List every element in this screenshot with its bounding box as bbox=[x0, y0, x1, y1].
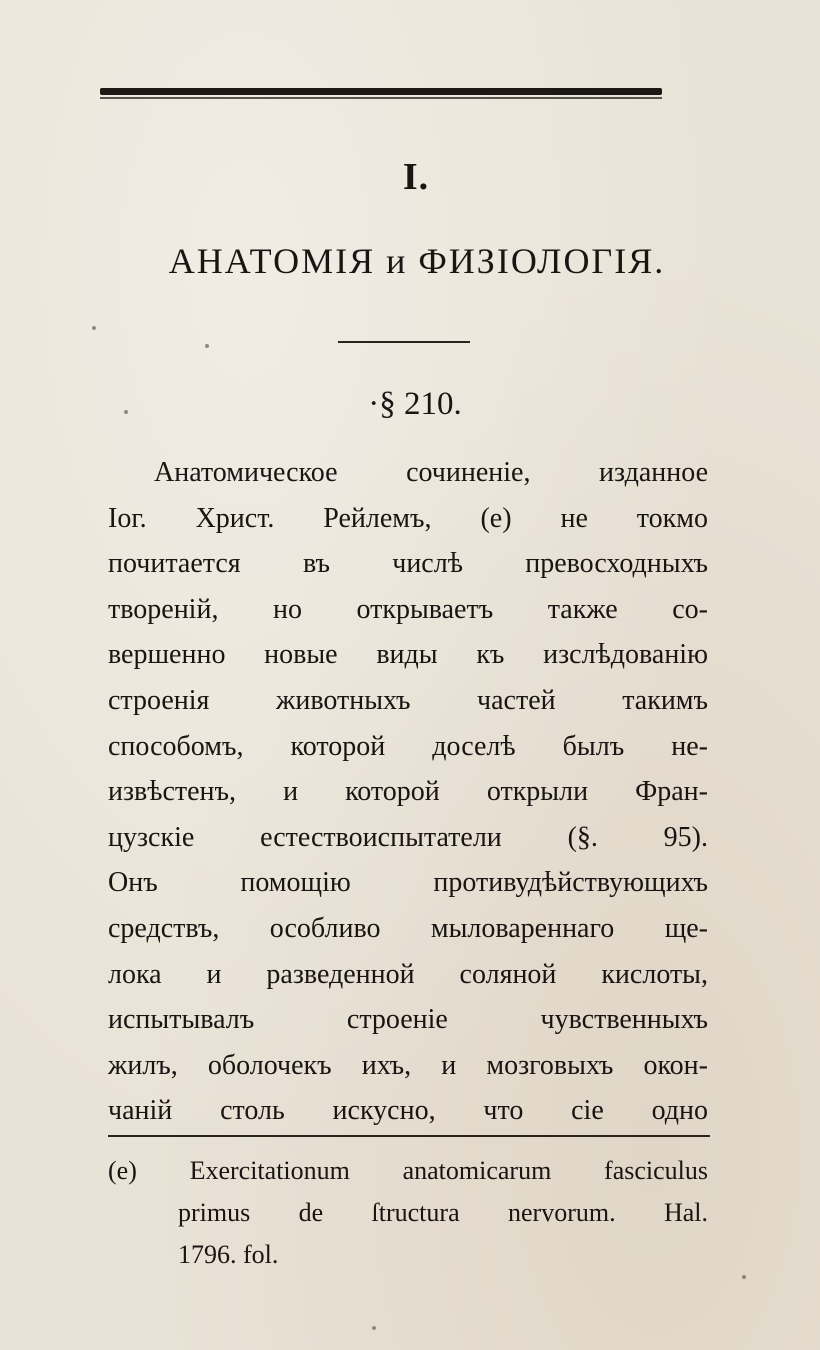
footnote bbox=[108, 1150, 708, 1276]
body-line: цузскіе естествоиспытатели (§. 95). bbox=[108, 821, 708, 853]
top-rule bbox=[100, 88, 662, 95]
body-line: Онъ помощію противудѣйствующихъ bbox=[108, 867, 708, 899]
title-divider bbox=[338, 341, 470, 343]
footnote-rule bbox=[108, 1135, 710, 1137]
body-line: чаній столь искусно, что сіе одно bbox=[108, 1095, 708, 1127]
footnote-line: 1796. fol. bbox=[178, 1240, 279, 1269]
footnote-line: (e) Exercitationum anatomicarum fasciculus bbox=[108, 1156, 708, 1185]
body-line: жилъ, оболочекъ ихъ, и мозговыхъ окон- bbox=[108, 1049, 708, 1081]
paper-speck bbox=[372, 1326, 376, 1330]
body-line: вершенно новые виды къ изслѣдованію bbox=[108, 639, 708, 671]
body-line: средствъ, особливо мыловареннаго ще- bbox=[108, 912, 708, 944]
body-line: извѣстенъ, и которой открыли Фран- bbox=[108, 776, 708, 808]
body-line: испытывалъ строеніе чувственныхъ bbox=[108, 1004, 708, 1036]
section-number: I. bbox=[402, 156, 430, 198]
section-title: АНАТОМІЯ и ФИЗІОЛОГІЯ. bbox=[168, 241, 666, 281]
body-line: способомъ, которой доселѣ былъ не- bbox=[108, 730, 708, 762]
body-line: Іог. Христ. Рейлемъ, (e) не токмо bbox=[108, 502, 708, 534]
body-text bbox=[108, 450, 708, 1134]
body-line: строенія животныхъ частей такимъ bbox=[108, 684, 708, 716]
body-line: почитается въ числѣ превосходныхъ bbox=[108, 548, 708, 580]
paper-speck bbox=[92, 326, 96, 330]
paper-speck bbox=[124, 410, 128, 414]
paragraph-number: ·§ 210. bbox=[368, 386, 462, 422]
footnote-line: primus de ſtructura nervorum. Hal. bbox=[178, 1198, 708, 1227]
body-line: лока и разведенной соляной кислоты, bbox=[108, 958, 708, 990]
body-line: Анатомическое сочиненіе, изданное bbox=[154, 457, 708, 488]
paper-speck bbox=[205, 344, 209, 348]
paper-speck bbox=[742, 1275, 746, 1279]
body-line: твореній, но открываетъ также со- bbox=[108, 593, 708, 625]
